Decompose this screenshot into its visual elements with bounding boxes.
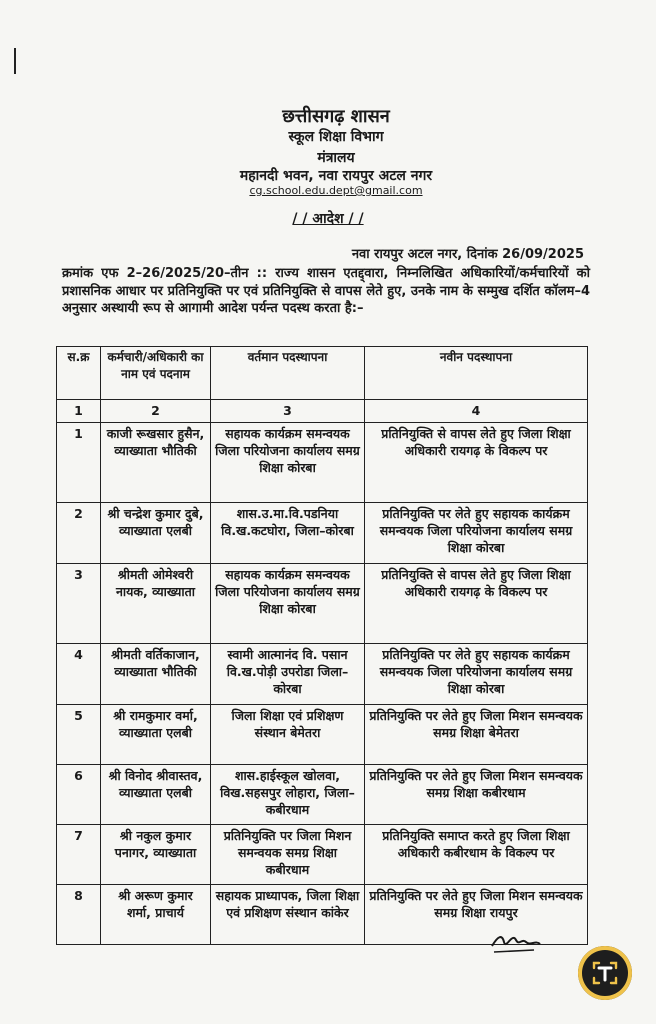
row-new-posting: प्रतिनियुक्ति पर लेते हुए सहायक कार्यक्रम समन्वयक जिला परियोजना कार्यालय समग्र शिक्षा कोरबा [365,644,588,705]
table-header-row [57,347,588,400]
row-new-posting: प्रतिनियुक्ति से वापस लेते हुए जिला शिक्षा अधिकारी रायगढ़ के विकल्प पर [365,564,588,644]
row-current-posting: जिला शिक्षा एवं प्रशिक्षण संस्थान बेमेतरा [211,705,365,765]
order-paragraph: क्रमांक एफ 2–26/2025/20–तीन :: राज्य शासन एतद्द्वारा, निम्नलिखित अधिकारियों/कर्मचारियों को प्रशासनिक आधार पर प्रतिनियुक्ति पर एवं प्रतिनियुक्ति से वापस लेते हुए, उनके नाम के सम्मुख दर्शित कॉलम–4 अनुसार अस्थायी रूप से आगामी आदेश पर्यन्त पदस्थ करता है:– [62,266,590,316]
row-name: श्रीमती ओमेश्वरी नायक, व्याख्याता [101,564,211,644]
row-current-posting: शास.हाईस्कूल खोलवा, विख.सहसपुर लोहारा, जिला–कबीरधाम [211,765,365,825]
column-number: 4 [365,400,588,423]
table-row [57,644,588,705]
table-row [57,705,588,765]
row-name: काजी रूखसार हुसैन, व्याख्याता भौतिकी [101,423,211,503]
header-name: कर्मचारी/अधिकारी का नाम एवं पदनाम [101,347,211,400]
postings-table [56,346,588,945]
column-number: 3 [211,400,365,423]
row-name: श्री अरूण कुमार शर्मा, प्राचार्य [101,885,211,945]
header-serial: स.क्र [57,347,101,400]
row-serial: 6 [57,765,101,825]
department-name: स्कूल शिक्षा विभाग [288,129,384,145]
order-title-wrap [0,209,656,228]
row-current-posting: सहायक प्राध्यापक, जिला शिक्षा एवं प्रशिक्षण संस्थान कांकेर [211,885,365,945]
table-row [57,503,588,564]
column-number-row [57,400,588,423]
row-name: श्री नकुल कुमार पनागर, व्याख्याता [101,825,211,885]
text-scan-icon[interactable] [578,946,632,1000]
order-title: / / आदेश / / [292,211,364,227]
row-current-posting: सहायक कार्यक्रम समन्वयक जिला परियोजना कार्यालय समग्र शिक्षा कोरबा [211,564,365,644]
row-new-posting: प्रतिनियुक्ति पर लेते हुए जिला मिशन समन्वयक समग्र शिक्षा रायपुर [365,885,588,945]
signature-icon [488,928,544,964]
table-row [57,825,588,885]
row-current-posting: प्रतिनियुक्ति पर जिला मिशन समन्वयक समग्र शिक्षा कबीरधाम [211,825,365,885]
column-number: 1 [57,400,101,423]
row-serial: 3 [57,564,101,644]
row-new-posting: प्रतिनियुक्ति से वापस लेते हुए जिला शिक्षा अधिकारी रायगढ़ के विकल्प पर [365,423,588,503]
row-name: श्री विनोद श्रीवास्तव, व्याख्याता एलबी [101,765,211,825]
row-name: श्रीमती वर्तिकाजान, व्याख्याता भौतिकी [101,644,211,705]
row-name: श्री रामकुमार वर्मा, व्याख्याता एलबी [101,705,211,765]
table-row [57,423,588,503]
column-number: 2 [101,400,211,423]
table-row [57,765,588,825]
row-current-posting: शास.उ.मा.वि.पडनिया वि.ख.कटघोरा, जिला–कोरबा [211,503,365,564]
margin-mark [14,48,16,74]
row-serial: 8 [57,885,101,945]
row-serial: 1 [57,423,101,503]
row-current-posting: स्वामी आत्मानंद वि. पसान वि.ख.पोड़ी उपरोडा जिला–कोरबा [211,644,365,705]
row-name: श्री चन्द्रेश कुमार दुबे, व्याख्याता एलबी [101,503,211,564]
office-address: महानदी भवन, नवा रायपुर अटल नगर [239,168,433,184]
table-row [57,564,588,644]
department-email: cg.school.edu.dept@gmail.com [249,184,423,197]
row-new-posting: प्रतिनियुक्ति पर लेते हुए सहायक कार्यक्रम समन्वयक जिला परियोजना कार्यालय समग्र शिक्षा कोरबा [365,503,588,564]
row-serial: 7 [57,825,101,885]
row-new-posting: प्रतिनियुक्ति समाप्त करते हुए जिला शिक्षा अधिकारी कबीरधाम के विकल्प पर [365,825,588,885]
header-new-posting: नवीन पदस्थापना [365,347,588,400]
government-title: छत्तीसगढ़ शासन [282,106,390,127]
row-serial: 2 [57,503,101,564]
order-date-line: नवा रायपुर अटल नगर, दिनांक 26/09/2025 [351,247,584,262]
row-current-posting: सहायक कार्यक्रम समन्वयक जिला परियोजना कार्यालय समग्र शिक्षा कोरबा [211,423,365,503]
row-new-posting: प्रतिनियुक्ति पर लेते हुए जिला मिशन समन्वयक समग्र शिक्षा बेमेतरा [365,705,588,765]
ministry-name: मंत्रालय [317,150,355,166]
header-current-posting: वर्तमान पदस्थापना [211,347,365,400]
row-serial: 5 [57,705,101,765]
row-serial: 4 [57,644,101,705]
row-new-posting: प्रतिनियुक्ति पर लेते हुए जिला मिशन समन्वयक समग्र शिक्षा कबीरधाम [365,765,588,825]
